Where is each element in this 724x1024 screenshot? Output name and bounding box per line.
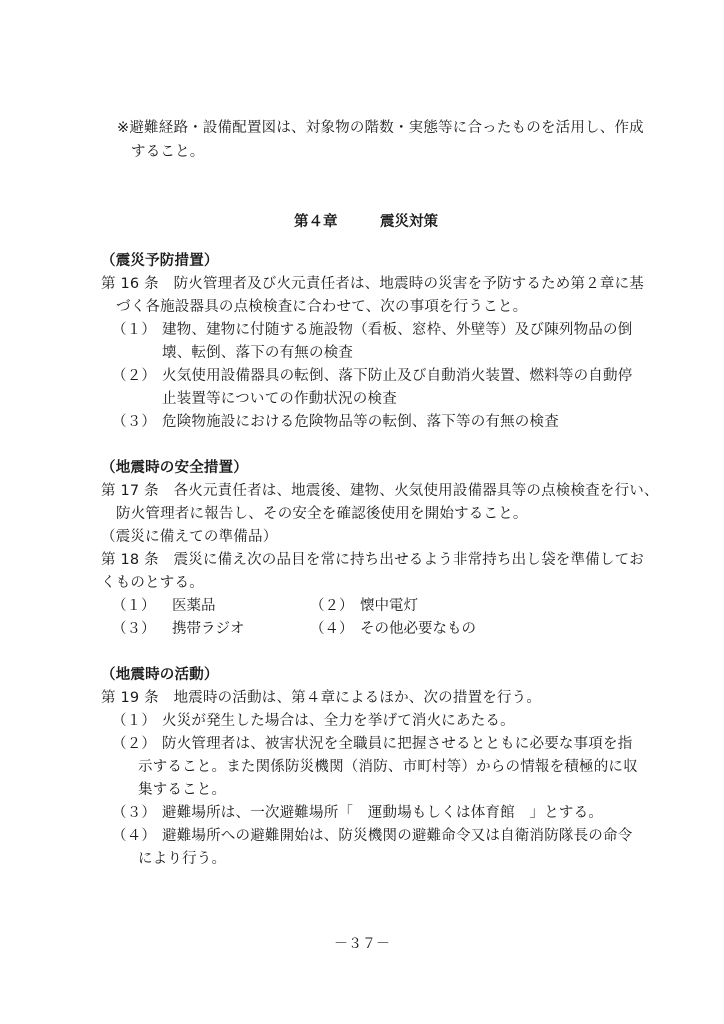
- list-item: [112, 712, 515, 730]
- list-item: [112, 804, 603, 822]
- item-number: （２）: [112, 368, 157, 384]
- item-text: 医薬品: [172, 598, 216, 614]
- item-text: 防火管理者は、被害状況を全職員に把握させるとともに必要な事項を指: [162, 736, 633, 752]
- page-number: －３７－: [334, 936, 390, 952]
- section-heading-activities: （地震時の活動）: [101, 667, 219, 683]
- section-heading-preparation: （震災に備えての準備品）: [101, 529, 278, 545]
- item-number: （１）: [112, 598, 156, 614]
- list-item: [112, 597, 216, 615]
- note-line-2: すること。: [131, 144, 205, 160]
- article-18-line-1: 第 18 条 震災に備え次の品目を常に持ち出せるよう非常持ち出し袋を準備してお: [101, 552, 644, 568]
- item-text: 危険物施設における危険物品等の転倒、落下等の有無の検査: [162, 414, 559, 430]
- item-continuation: により行う。: [138, 851, 227, 867]
- list-item: [112, 735, 632, 753]
- list-item: [112, 413, 559, 431]
- item-number: （１）: [112, 713, 157, 729]
- list-item: [112, 321, 632, 339]
- list-item: [112, 620, 245, 638]
- list-item: [112, 367, 632, 385]
- item-text: 火気使用設備器具の転倒、落下防止及び自動消火装置、燃料等の自動停: [162, 368, 633, 384]
- chapter-title: 震災対策: [380, 214, 438, 230]
- item-text: 携帯ラジオ: [172, 621, 245, 637]
- article-17-line-2: 防火管理者に報告し、その安全を確認後使用を開始すること。: [116, 506, 528, 522]
- list-item: [310, 597, 418, 615]
- item-number: （３）: [112, 805, 157, 821]
- item-number: （３）: [112, 414, 157, 430]
- list-item: [112, 827, 632, 845]
- item-continuation: 壊、転倒、落下の有無の検査: [162, 345, 354, 361]
- item-number: （３）: [112, 621, 156, 637]
- item-text: 避難場所は、一次避難場所「 運動場もしくは体育館 」とする。: [162, 805, 603, 821]
- article-16-line-1: 第 16 条 防火管理者及び火元責任者は、地震時の災害を予防するため第２章に基: [101, 276, 644, 292]
- item-number: （１）: [112, 322, 157, 338]
- item-text: 懐中電灯: [360, 598, 418, 614]
- article-17-line-1: 第 17 条 各火元責任者は、地震後、建物、火気使用設備器具等の点検検査を行い、: [101, 483, 659, 499]
- item-number: （２）: [310, 598, 354, 614]
- item-number: （２）: [112, 736, 157, 752]
- list-item: [310, 620, 476, 638]
- chapter-number: 第４章: [294, 214, 338, 230]
- item-text: その他必要なもの: [360, 621, 476, 637]
- item-text: 火災が発生した場合は、全力を挙げて消火にあたる。: [162, 713, 515, 729]
- item-continuation: 示すること。また関係防災機関（消防、市町村等）からの情報を積極的に収: [138, 759, 638, 775]
- note-line-1: ※避難経路・設備配置図は、対象物の階数・実態等に合ったものを活用し、作成: [117, 120, 644, 136]
- article-18-line-2: くものとする。: [101, 575, 204, 591]
- article-19-line-1: 第 19 条 地震時の活動は、第４章によるほか、次の措置を行う。: [101, 690, 542, 706]
- section-heading-safety-measures: （地震時の安全措置）: [101, 460, 248, 476]
- article-16-line-2: づく各施設器具の点検検査に合わせて、次の事項を行うこと。: [116, 299, 528, 315]
- section-heading-earthquake-prevention: （震災予防措置）: [101, 253, 219, 269]
- item-number: （４）: [310, 621, 354, 637]
- item-number: （４）: [112, 828, 157, 844]
- item-continuation: 集すること。: [138, 782, 227, 798]
- item-continuation: 止装置等についての作動状況の検査: [162, 391, 397, 407]
- item-text: 建物、建物に付随する施設物（看板、窓枠、外壁等）及び陳列物品の倒: [162, 322, 633, 338]
- item-text: 避難場所への避難開始は、防災機関の避難命令又は自衛消防隊長の命令: [162, 828, 633, 844]
